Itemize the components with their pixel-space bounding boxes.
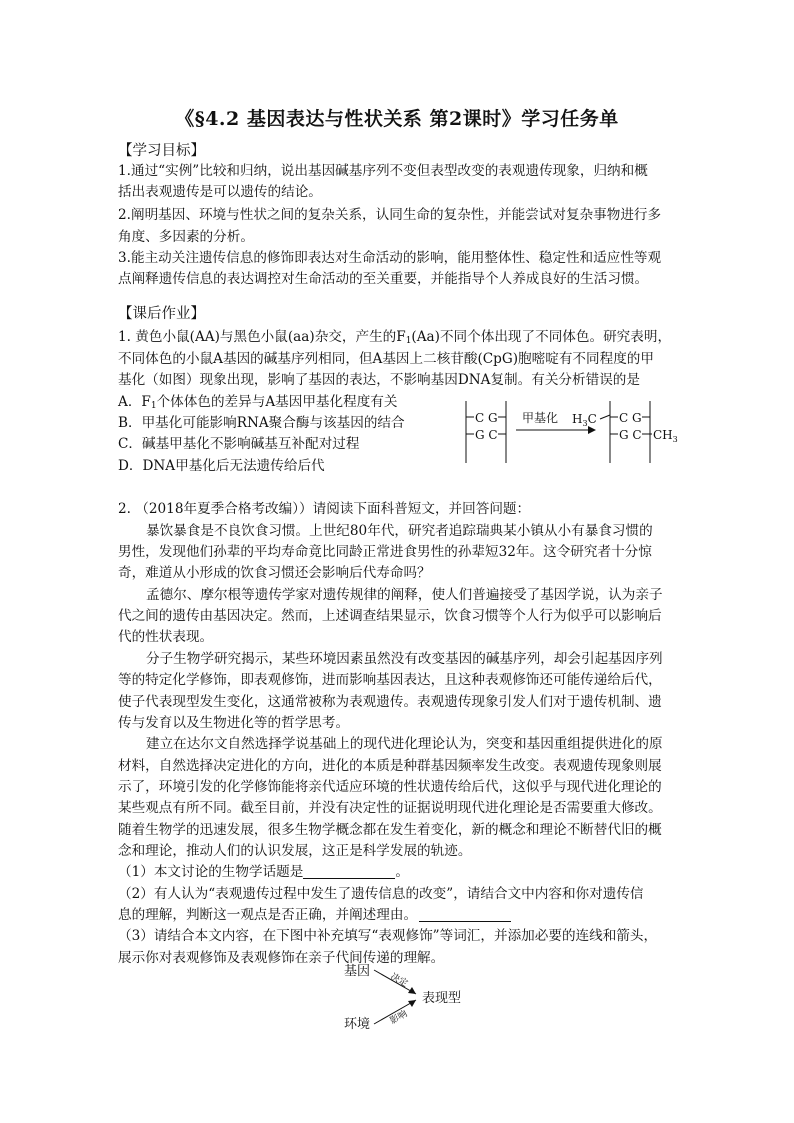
- h3c-label: $H_3C$: [572, 412, 597, 428]
- q2-paragraph-line: 某些观点有所不同。截至目前，并没有决定性的证据说明现代进化理论是否需要重大修改。: [118, 800, 662, 816]
- q2-intro: 2. （2018年夏季合格考改编））请阅读下面科普短文，并回答问题：: [118, 501, 531, 517]
- q2-paragraph-line: 随着生物学的迅速发展，很多生物学概念都在发生着变化，新的概念和理论不断替代旧的概: [118, 822, 662, 838]
- q2-paragraph-line: 示了，环境引发的化学修饰能将亲代适应环境的性状遗传给后代，这似乎与现代进化理论的: [118, 779, 662, 795]
- q2-paragraph-line: 孟德尔、摩尔根等遗传学家对遗传规律的阐释，使人们普遍接受了基因学说，认为亲子: [146, 587, 663, 603]
- q1-option-d: D．DNA甲基化后无法遗传给后代: [118, 458, 325, 474]
- q1-option-c: C．碱基甲基化不影响碱基互补配对过程: [118, 436, 360, 452]
- left-top-bases: C G: [475, 411, 498, 425]
- q2-sub1-text: （1）本文讨论的生物学话题是: [118, 864, 304, 880]
- homework-heading: 【课后作业】: [118, 306, 205, 322]
- objective-line: 3.能主动关注遗传信息的修饰即表达对生命活动的影响，能用整体性、稳定性和适应性等观: [118, 250, 662, 266]
- methylation-arrow-label: 甲基化: [522, 411, 559, 425]
- q1-option-a-subscript: 1: [150, 401, 157, 411]
- q2-sub3-line: 展示你对表观修饰及表观修饰在亲子代间传递的理解。: [118, 950, 445, 966]
- arrowhead-icon: [588, 426, 596, 434]
- gene-label: 基因: [344, 964, 371, 979]
- q1-option-b: B．甲基化可能影响RNA聚合酶与该基因的结合: [118, 415, 405, 431]
- objective-line: 角度、多因素的分析。: [118, 229, 254, 245]
- q2-paragraph-line: 建立在达尔文自然选择学说基础上的现代进化理论认为，突变和基因重组提供进化的原: [146, 736, 663, 752]
- q1-stem-line: [118, 326, 688, 348]
- objective-line: 括出表观遗传是可以遗传的结论。: [118, 184, 322, 200]
- answer-blank[interactable]: [303, 864, 395, 879]
- objective-line: 2.阐明基因、环境与性状之间的复杂关系，认同生命的复杂性，并能尝试对复杂事物进行多: [118, 207, 662, 223]
- q2-sub2-text: 息的理解，判断这一观点是否正确，并阐述理由。: [118, 907, 418, 923]
- methylation-figure: [460, 397, 696, 467]
- q2-sub2-line: [118, 904, 688, 926]
- objective-line: 点阐释遗传信息的表达调控对生命活动的至关重要，并能指导个人养成良好的生活习惯。: [118, 271, 649, 287]
- q2-paragraph-line: 代之间的遗传由基因决定。然而，上述调查结果显示，饮食习惯等个人行为似乎可以影响后: [118, 608, 662, 624]
- q1-option-a-text: 个体体色的差异与A基因甲基化程度有关: [156, 394, 398, 410]
- q2-paragraph-line: 奇，难道从小形成的饮食习惯还会影响后代寿命吗？: [118, 565, 431, 581]
- ch3-label: $CH_3$: [653, 428, 678, 444]
- q2-paragraph-line: 使子代表现型发生变化，这通常被称为表观遗传。表观遗传现象引发人们对于遗传机制、遗: [118, 694, 662, 710]
- q2-sub1-end: 。: [395, 864, 409, 880]
- left-bottom-bases: G C: [475, 428, 498, 442]
- q2-paragraph-line: 等的特定化学修饰，即表观修饰，进而影响基因表达，且这种表观修饰还可能传递给后代，: [118, 672, 662, 688]
- q1-subscript: 1: [405, 336, 412, 346]
- q2-sub3-line: （3）请结合本文内容，在下图中补充填写“表观修饰”等词汇，并添加必要的连线和箭头，: [118, 928, 658, 944]
- q1-stem-line: 基化（如图）现象出现，影响了基因的表达，不影响基因DNA复制。有关分析错误的是: [118, 372, 640, 388]
- q1-stem-line: 不同体色的小鼠A基因的碱基序列相同，但A基因上二核苷酸(CpG)胞嘧啶有不同程度的甲: [118, 351, 654, 367]
- q1-option-a-label: A．F: [118, 394, 151, 410]
- concept-diagram: [330, 958, 490, 1038]
- q2-paragraph-line: 分子生物学研究揭示，某些环境因素虽然没有改变基因的碱基序列，却会引起基因序列: [146, 651, 663, 667]
- q2-paragraph-line: 传与发育以及生物进化等的哲学思考。: [118, 715, 350, 731]
- decide-label: 决定: [388, 971, 410, 990]
- objective-line: 1.通过“实例”比较和归纳，说出基因碱基序列不变但表型改变的表观遗传现象，归纳和概: [118, 163, 648, 179]
- q2-paragraph-line: 暴饮暴食是不良饮食习惯。上世纪80年代，研究者追踪瑞典某小镇从小有暴食习惯的: [146, 523, 653, 539]
- q2-paragraph-line: 念和理论，推动人们的认识发展，这正是科学发展的轨迹。: [118, 843, 472, 859]
- right-top-bases: C G: [619, 411, 642, 425]
- q2-sub2-line: （2）有人认为“表观遗传过程中发生了遗传信息的改变”，请结合文中内容和你对遗传信: [118, 886, 644, 902]
- influence-label: 影响: [388, 1009, 410, 1027]
- page-title: 《§4.2 基因表达与性状关系 第2课时》学习任务单: [175, 108, 619, 130]
- objectives-heading: 【学习目标】: [118, 143, 205, 159]
- q2-sub1: [118, 861, 688, 883]
- q2-paragraph-line: 代的性状表现。: [118, 629, 214, 645]
- methyl-bond: [600, 415, 610, 419]
- environment-label: 环境: [344, 1017, 371, 1032]
- phenotype-label: 表现型: [422, 991, 462, 1006]
- q2-paragraph-line: 材料，自然选择决定进化的方向，进化的本质是种群基因频率发生改变。表观遗传现象则展: [118, 758, 662, 774]
- q2-paragraph-line: 男性，发现他们孙辈的平均寿命竟比同龄正常进食男性的孙辈短32年。这令研究者十分惊: [118, 544, 652, 560]
- q1-stem-text: 1. 黄色小鼠(AA)与黑色小鼠(aa)杂交，产生的F: [118, 329, 406, 345]
- q1-stem-text: (Aa)不同个体出现了不同体色。研究表明，: [411, 329, 672, 345]
- answer-blank[interactable]: [419, 907, 511, 922]
- right-bottom-bases: G C: [619, 428, 642, 442]
